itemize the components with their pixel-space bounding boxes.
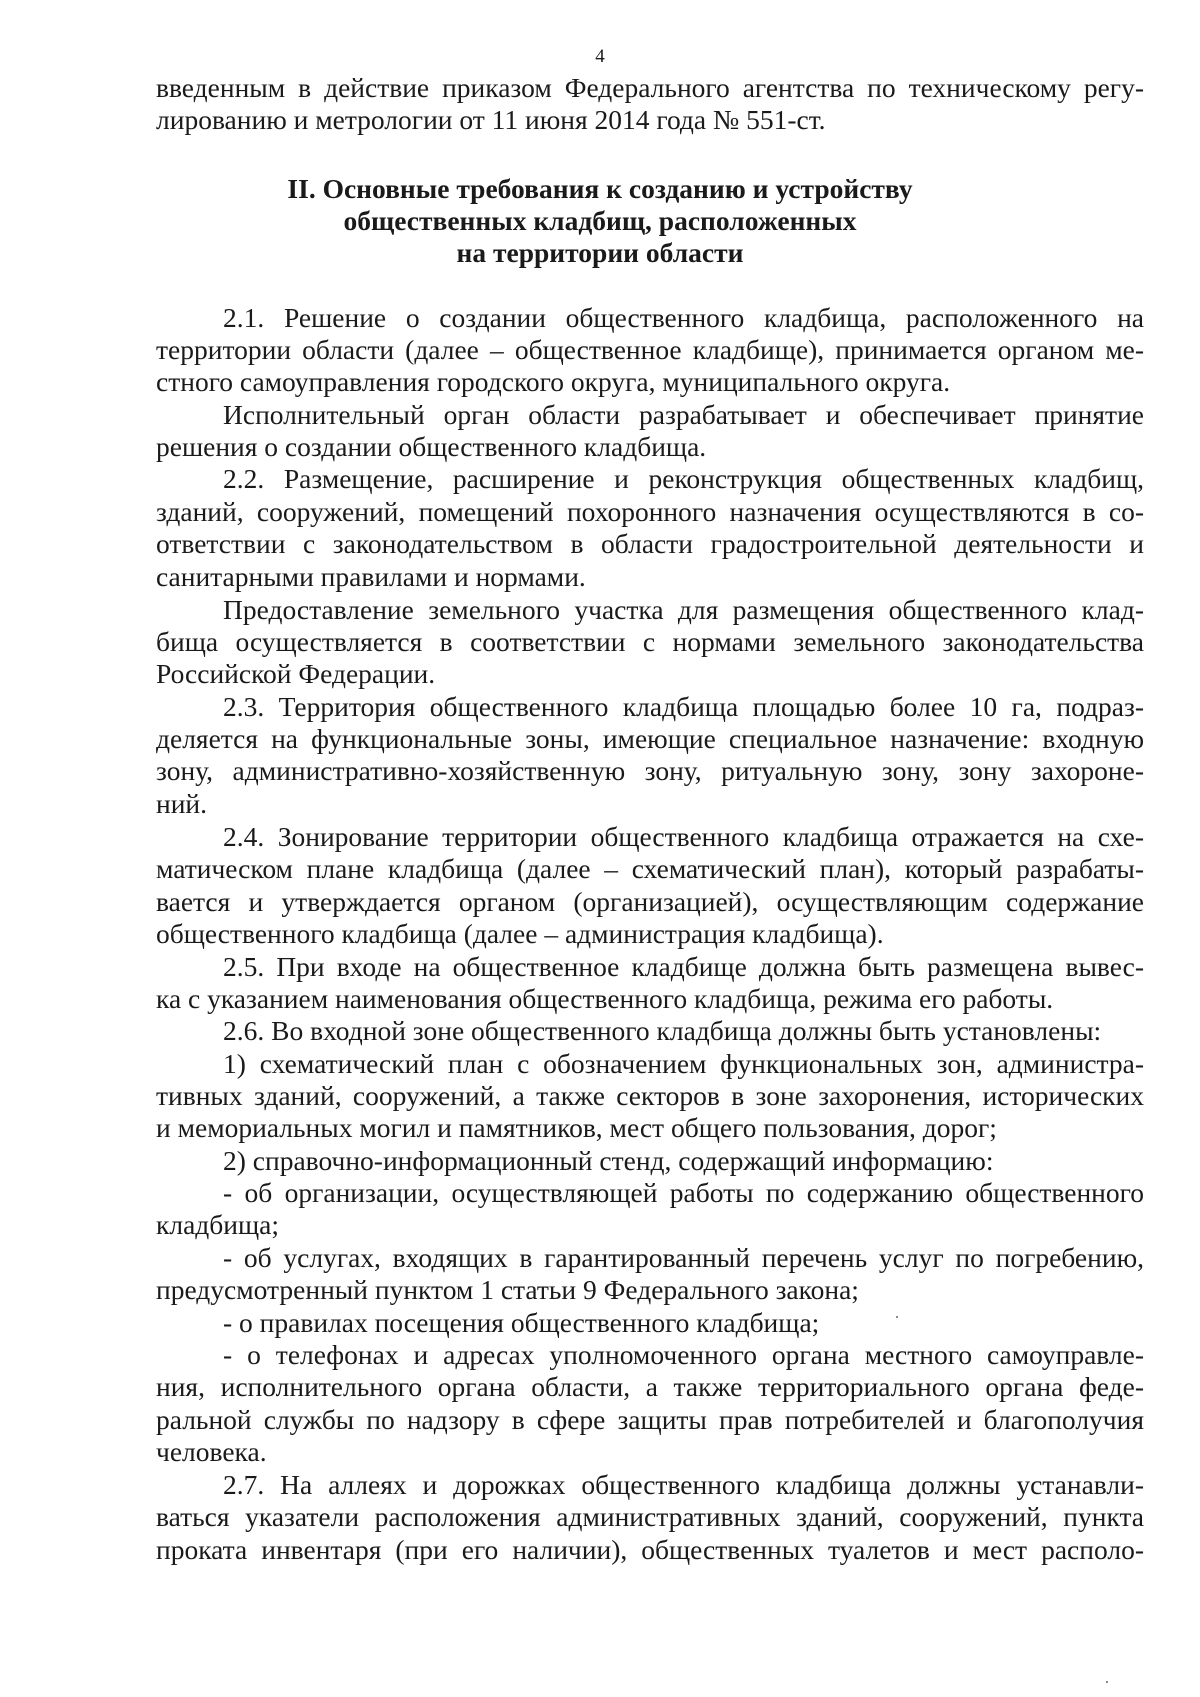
paragraph-line: общественного кладбища (далее – администрация кладбища). bbox=[156, 918, 884, 949]
paragraph-line: 2.2. Размещение, расширение и реконструкция общественных кладбищ, bbox=[223, 463, 1144, 494]
paragraph-line: 2.3. Территория общественного кладбища площадью более 10 га, подраз- bbox=[223, 691, 1144, 722]
paragraph-line: - об услугах, входящих в гарантированный перечень услуг по погребению, bbox=[223, 1242, 1144, 1273]
paragraph-line: предусмотренный пунктом 1 статьи 9 Федерального закона; bbox=[156, 1274, 859, 1305]
paragraph-line: Предоставление земельного участка для размещения общественного клад- bbox=[223, 594, 1144, 625]
section-heading: общественных кладбищ, расположенных bbox=[343, 205, 857, 236]
paragraph-line: 2.4. Зонирование территории общественного кладбища отражается на схе- bbox=[223, 821, 1144, 852]
paragraph-line: бища осуществляется в соответствии с нормами земельного законодательства bbox=[156, 626, 1144, 657]
paragraph-line: кладбища; bbox=[156, 1209, 280, 1240]
paragraph-line: Исполнительный орган области разрабатывает и обеспечивает принятие bbox=[223, 399, 1144, 430]
paragraph-line: зону, административно-хозяйственную зону, ритуальную зону, зону захороне- bbox=[156, 755, 1144, 786]
paragraph-line: ваться указатели расположения административных зданий, сооружений, пункта bbox=[156, 1501, 1144, 1532]
paragraph-line: санитарными правилами и нормами. bbox=[156, 561, 586, 592]
paragraph-line: 1) схематический план с обозначением функциональных зон, администра- bbox=[223, 1048, 1144, 1079]
paragraph-line: вается и утверждается органом (организацией), осуществляющим содержание bbox=[156, 886, 1144, 917]
paragraph-line: матическом плане кладбища (далее – схематический план), который разрабаты- bbox=[156, 853, 1144, 884]
paragraph-line: решения о создании общественного кладбища. bbox=[156, 431, 707, 462]
scan-speck bbox=[896, 1316, 898, 1318]
paragraph-line: стного самоуправления городского округа, муниципального округа. bbox=[156, 366, 951, 397]
paragraph-line: 2.6. Во входной зоне общественного кладбища должны быть установлены: bbox=[223, 1015, 1102, 1046]
paragraph-line: ральной службы по надзору в сфере защиты прав потребителей и благополучия bbox=[156, 1404, 1144, 1435]
paragraph-line: зданий, сооружений, помещений похоронного назначения осуществляются в со- bbox=[156, 496, 1144, 527]
paragraph-line: - об организации, осуществляющей работы по содержанию общественного bbox=[223, 1177, 1144, 1208]
page-number: 4 bbox=[595, 46, 605, 67]
paragraph-line: и мемориальных могил и памятников, мест общего пользования, дорог; bbox=[156, 1112, 997, 1143]
intro-line: лированию и метрологии от 11 июня 2014 года № 551-ст. bbox=[156, 104, 826, 135]
paragraph-line: Российской Федерации. bbox=[156, 658, 436, 689]
paragraph-line: 2) справочно-информационный стенд, содержащий информацию: bbox=[223, 1145, 994, 1176]
paragraph-line: - о правилах посещения общественного кладбища; bbox=[223, 1307, 820, 1338]
paragraph-line: - о телефонах и адресах уполномоченного органа местного самоуправле- bbox=[223, 1339, 1144, 1370]
paragraph-line: человека. bbox=[156, 1436, 267, 1467]
intro-line: введенным в действие приказом Федерального агентства по техническому регу- bbox=[156, 72, 1144, 103]
paragraph-line: деляется на функциональные зоны, имеющие специальное назначение: входную bbox=[156, 723, 1144, 754]
paragraph-line: ка с указанием наименования общественного кладбища, режима его работы. bbox=[156, 983, 1054, 1014]
section-heading: II. Основные требования к созданию и устройству bbox=[287, 173, 913, 204]
section-heading: на территории области bbox=[456, 237, 744, 268]
paragraph-line: ния, исполнительного органа области, а также территориального органа феде- bbox=[156, 1371, 1144, 1402]
paragraph-line: ответствии с законодательством в области градостроительной деятельности и bbox=[156, 528, 1144, 559]
scan-speck bbox=[1106, 1681, 1108, 1683]
paragraph-line: 2.7. На аллеях и дорожках общественного кладбища должны устанавли- bbox=[223, 1469, 1144, 1500]
paragraph-line: территории области (далее – общественное кладбище), принимается органом ме- bbox=[156, 334, 1144, 365]
paragraph-line: 2.1. Решение о создании общественного кладбища, расположенного на bbox=[223, 302, 1144, 333]
paragraph-line: 2.5. При входе на общественное кладбище должна быть размещена вывес- bbox=[223, 951, 1144, 982]
paragraph-line: ний. bbox=[156, 788, 208, 819]
paragraph-line: проката инвентаря (при его наличии), общественных туалетов и мест располо- bbox=[156, 1534, 1144, 1565]
paragraph-line: тивных зданий, сооружений, а также секторов в зоне захоронения, исторических bbox=[156, 1080, 1144, 1111]
